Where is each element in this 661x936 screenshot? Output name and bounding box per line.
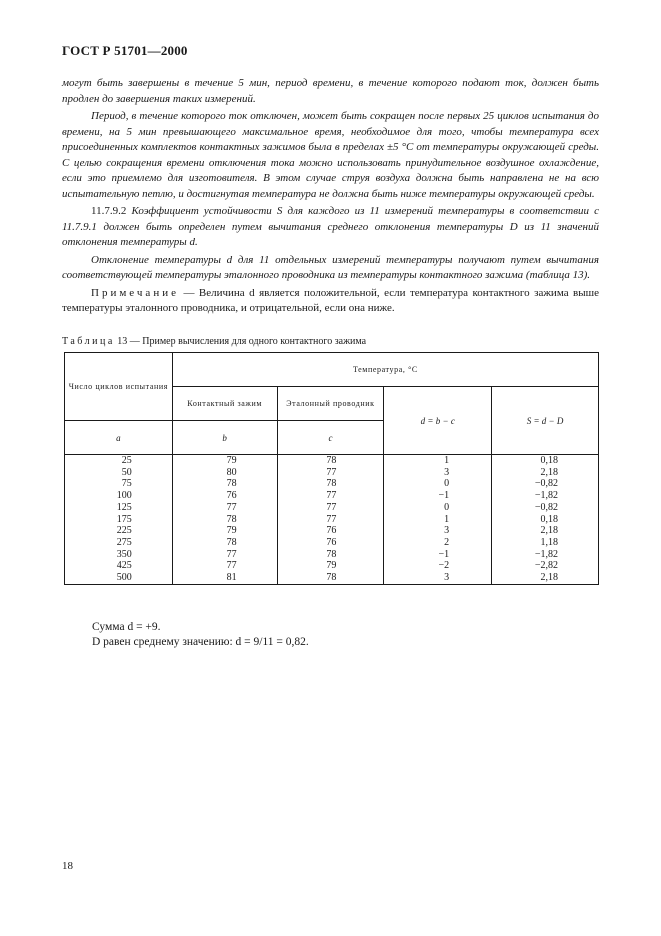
cell-s: 1,18: [540, 536, 558, 548]
label-a: a: [65, 421, 173, 455]
cell-d: −1: [438, 490, 450, 502]
table-caption-text: 13 — Пример вычисления для одного контактного зажима: [114, 336, 367, 347]
cell-s: 2,18: [540, 525, 558, 537]
cell-c: 77: [326, 466, 337, 478]
note-label: Примечание: [91, 286, 179, 299]
document-header: ГОСТ Р 51701—2000: [62, 43, 188, 58]
cell-a: 275: [116, 536, 132, 548]
cell-a: 425: [116, 560, 132, 572]
clause-text: Коэффициент устойчивости S для каждого из 11 измерений температуры в соответствии с 11.7.9.1 должен быть определен путем вычитания среднего отклонения температуры D из 11 значений отклонения температуры d.: [62, 205, 600, 248]
cell-d: 3: [444, 466, 450, 478]
cell-c: 76: [326, 525, 337, 537]
label-b: b: [172, 421, 277, 455]
label-c: c: [277, 421, 384, 455]
cell-a: 225: [116, 525, 132, 537]
cell-s: −0,82: [534, 501, 558, 513]
summary: [92, 620, 309, 649]
body-text: [62, 76, 599, 319]
header-temperature: Температура, °С: [172, 353, 598, 387]
note: [62, 286, 599, 317]
clause-number: 11.7.9.2: [91, 205, 127, 217]
cell-d: −2: [438, 560, 450, 572]
cell-b: 80: [226, 466, 237, 478]
cell-d: 0: [444, 501, 450, 513]
cell-s: −2,82: [534, 560, 558, 572]
cell-a: 350: [116, 548, 132, 560]
cell-c: 76: [326, 536, 337, 548]
paragraph-continuation: могут быть завершены в течение 5 мин, период времени, в течение которого подают ток, должен быть продлен до завершения таких измерений.: [62, 77, 599, 105]
cell-d: 1: [444, 513, 450, 525]
paragraph-cooling: Период, в течение которого ток отключен, может быть сокращен после первых 25 циклов испытания до времени, на 5 мин превышающего максимальное время, необходимое для того, чтобы температура всех присоединенных комплектов контактных зажимов была в пределах ±5 °С от температуры окружающей среды. С целью сокращения времени отключения тока можно использовать принудительное воздушное охлаждение, если это приемлемо для изготовителя. В этом случае струя воздуха должна быть направлена не на всю испытательную петлю, и достигнутая температура не должна быть ниже температуры окружающей среды.: [62, 110, 599, 200]
cell-c: 78: [326, 478, 337, 490]
cell-c: 78: [326, 548, 337, 560]
cell-a: 100: [116, 490, 132, 502]
cell-d: 0: [444, 478, 450, 490]
paragraph-deviation: Отклонение температуры d для 11 отдельных измерений температуры получают путем вычитания соответствующей температуры эталонного проводника из температуры контактного зажима (таблица 13).: [62, 253, 599, 281]
mean-line: D равен среднему значению: d = 9/11 = 0,82.: [92, 635, 309, 648]
calculation-table: [64, 352, 599, 585]
cell-b: 77: [226, 501, 237, 513]
sum-line: Сумма d = +9.: [92, 621, 161, 633]
cell-d: 3: [444, 572, 450, 584]
cell-b: 81: [226, 572, 237, 584]
cell-b: 78: [226, 478, 237, 490]
column-d: [384, 455, 492, 585]
cell-c: 79: [326, 560, 337, 572]
cell-s: 0,18: [540, 455, 558, 466]
cell-s: −0,82: [534, 478, 558, 490]
cell-d: 1: [444, 455, 450, 466]
cell-d: −1: [438, 548, 450, 560]
cell-b: 79: [226, 455, 237, 466]
cell-a: 75: [121, 478, 132, 490]
cell-s: 2,18: [540, 466, 558, 478]
cell-d: 3: [444, 525, 450, 537]
cell-s: −1,82: [534, 548, 558, 560]
cell-a: 125: [116, 501, 132, 513]
header-d: d = b − c: [384, 387, 492, 455]
cell-a: 500: [116, 572, 132, 584]
header-contact: Контактный зажим: [172, 387, 277, 421]
cell-d: 2: [444, 536, 450, 548]
cell-c: 77: [326, 490, 337, 502]
cell-a: 25: [121, 455, 132, 466]
header-cycles: Число циклов испытания: [65, 353, 173, 421]
cell-s: 0,18: [540, 513, 558, 525]
note-text: — Величина d является положительной, если температура контактного зажима выше температуры эталонного проводника, и отрицательной, если она ниже.: [62, 286, 599, 314]
header-reference: Эталонный проводник: [277, 387, 384, 421]
page-number: 18: [62, 860, 73, 872]
column-reference: [277, 455, 384, 585]
cell-b: 79: [226, 525, 237, 537]
cell-b: 78: [226, 536, 237, 548]
cell-b: 77: [226, 560, 237, 572]
table-caption-label: Таблица: [62, 336, 115, 347]
cell-b: 78: [226, 513, 237, 525]
cell-a: 175: [116, 513, 132, 525]
cell-c: 77: [326, 501, 337, 513]
cell-b: 76: [226, 490, 237, 502]
cell-b: 77: [226, 548, 237, 560]
column-s: [492, 455, 599, 585]
column-contact: [172, 455, 277, 585]
cell-c: 77: [326, 513, 337, 525]
table-caption: [62, 336, 366, 347]
cell-c: 78: [326, 572, 337, 584]
cell-a: 50: [121, 466, 132, 478]
paragraph-11-7-9-2: [62, 204, 599, 251]
cell-s: 2,18: [540, 572, 558, 584]
header-s: S = d − D: [492, 387, 599, 455]
cell-s: −1,82: [534, 490, 558, 502]
cell-c: 78: [326, 455, 337, 466]
column-cycles: [65, 455, 173, 585]
